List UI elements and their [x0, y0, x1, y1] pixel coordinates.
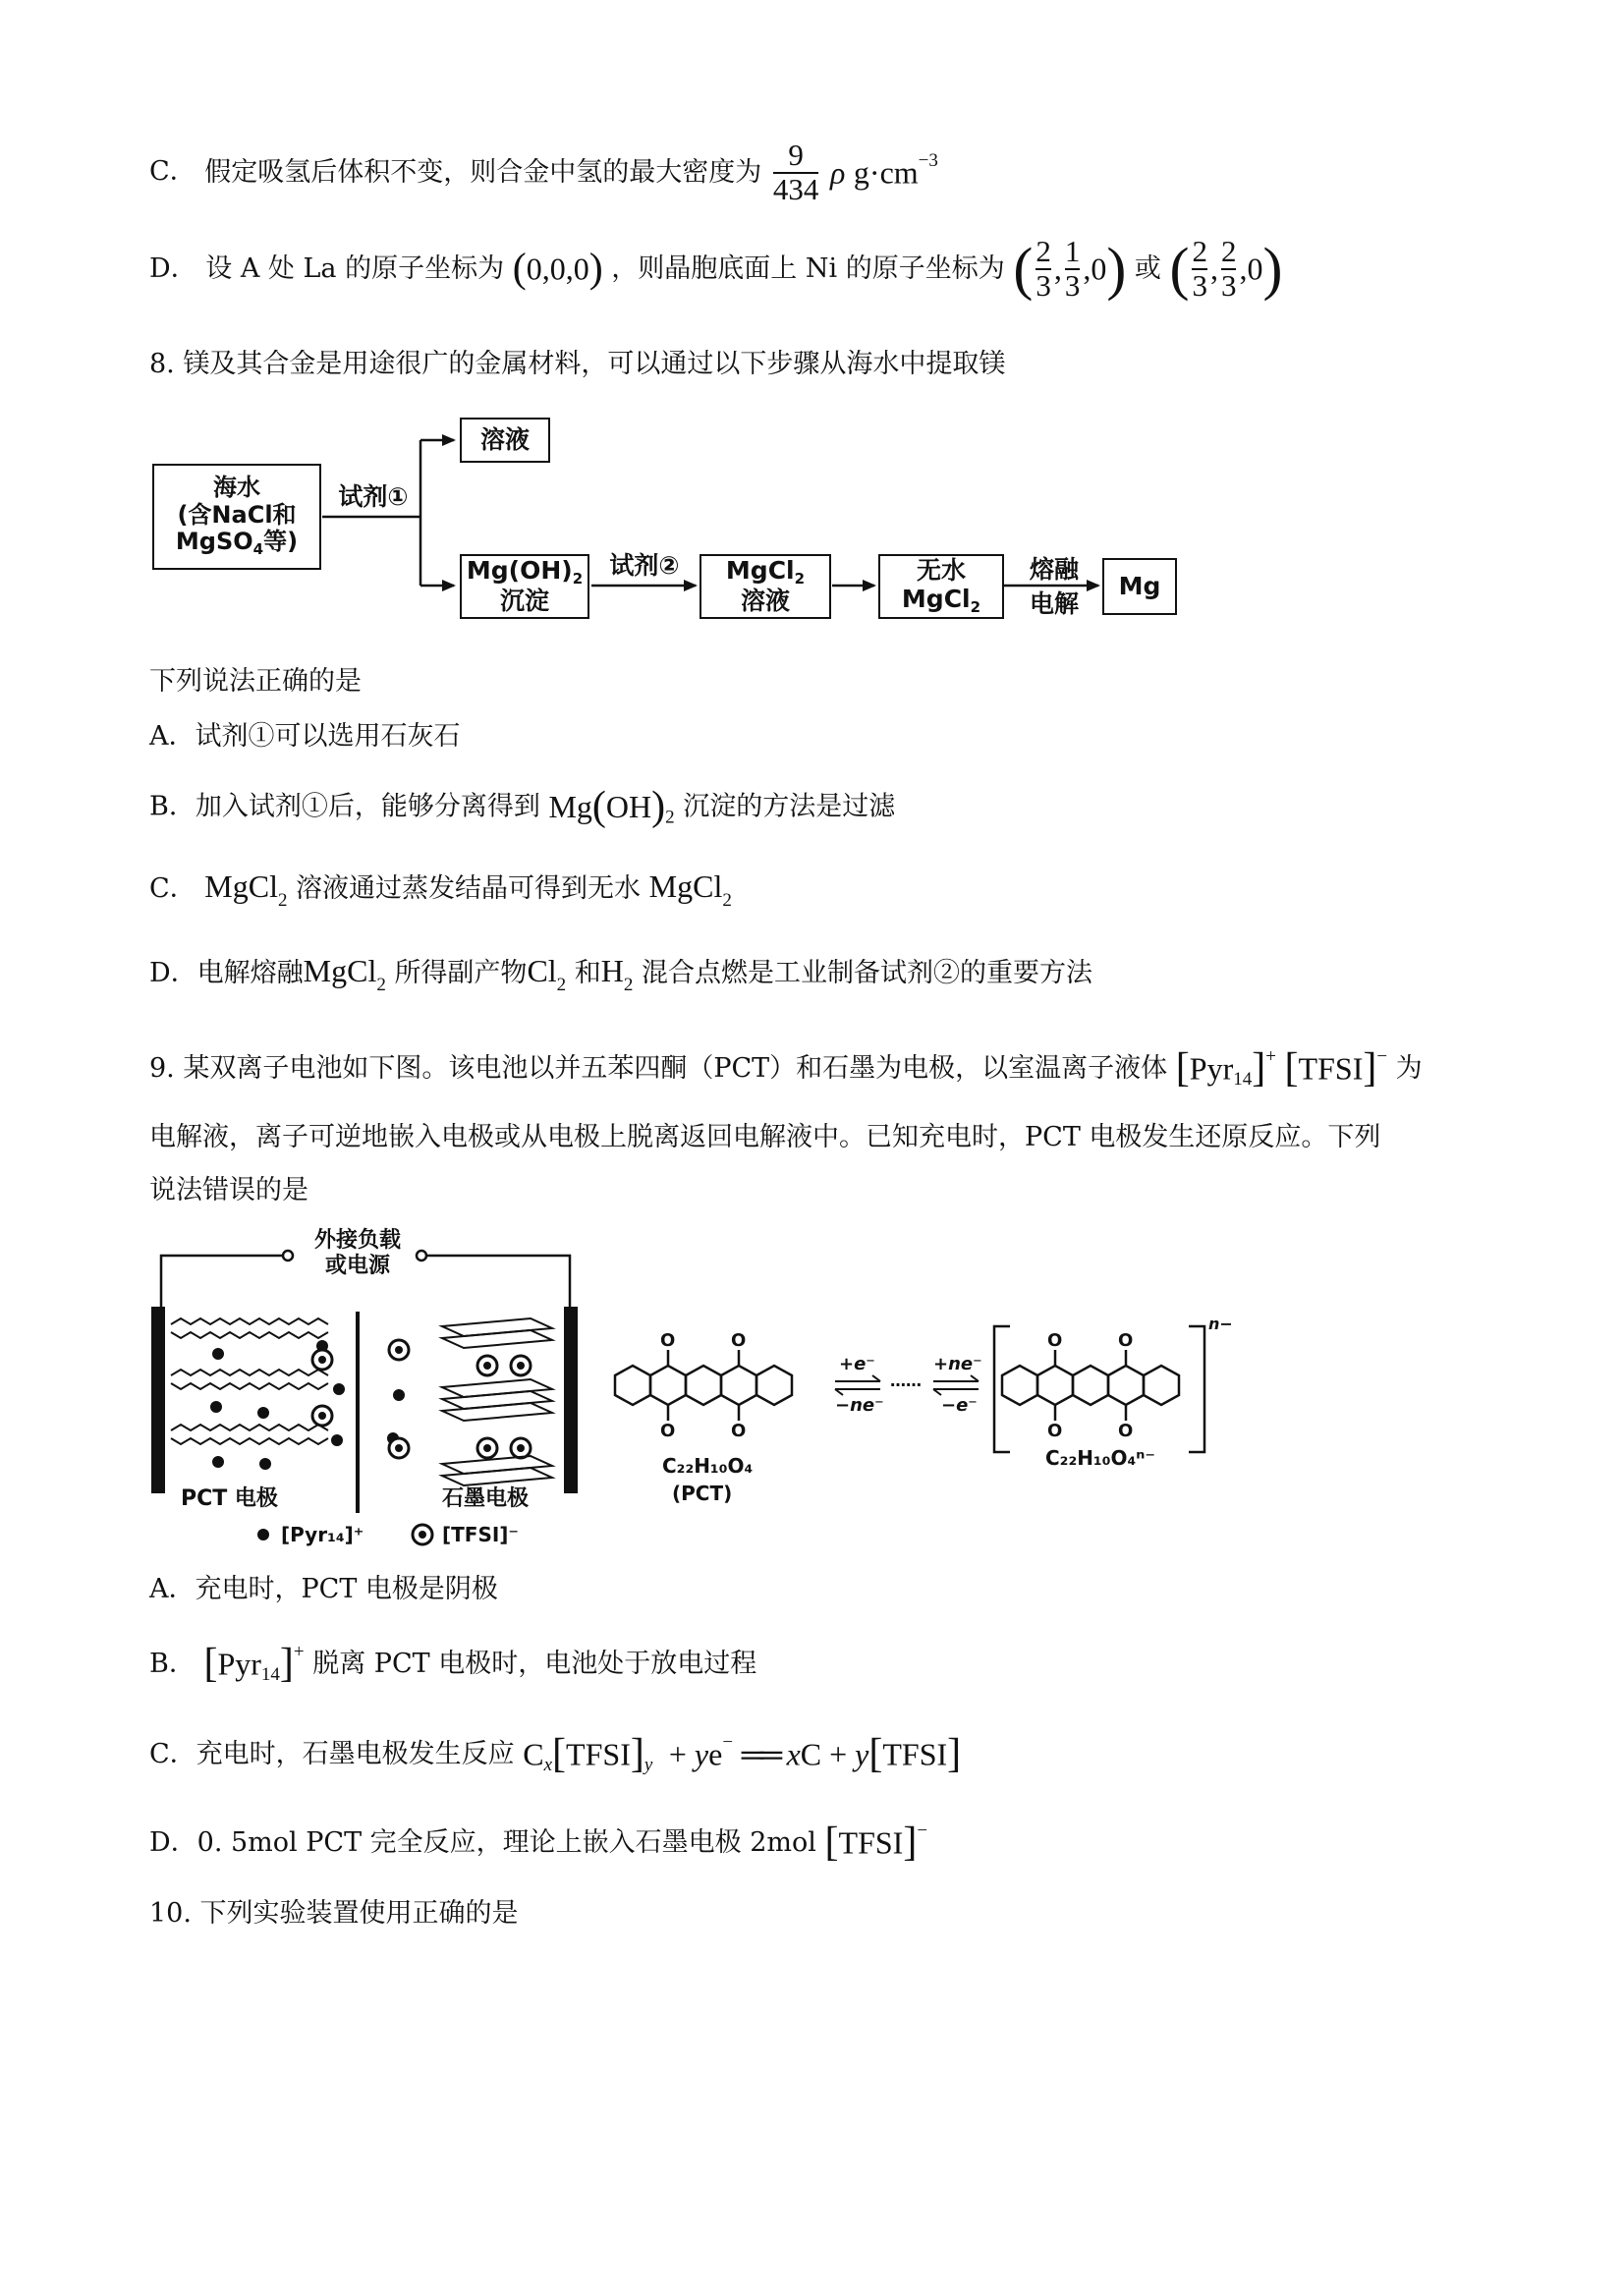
coordinate-z: 0 [1091, 251, 1107, 287]
option-label: A． [149, 1574, 196, 1604]
comma: , [1053, 251, 1062, 287]
option-text: 电解熔融 [196, 958, 304, 988]
formula: C [800, 1736, 822, 1772]
fraction [1192, 236, 1207, 302]
numerator: 9 [788, 138, 804, 172]
formula: Cl [527, 953, 557, 988]
seawater-box [152, 464, 321, 570]
option-text: 假定吸氢后体积不变，则合金中氢的最大密度为 [204, 157, 762, 189]
subscript: y [644, 1755, 653, 1775]
q9-option-b [149, 1643, 756, 1685]
plus: + [660, 1736, 695, 1772]
formula: MgCl [303, 953, 377, 988]
box-label: (含NaCl和 [177, 500, 297, 529]
charge: − [722, 1732, 734, 1753]
option-label: C． [149, 156, 196, 188]
paren-open: ( [1169, 236, 1190, 302]
option-text: ，则晶胞底面上 Ni 的原子坐标为 [611, 253, 1005, 285]
pct-formula: C₂₂H₁₀O₄ [662, 1454, 754, 1478]
box-label: 无水 [916, 556, 966, 585]
bracket-open: [ [203, 1641, 218, 1687]
coefficient: y [694, 1736, 709, 1772]
paren-close: ) [1262, 236, 1283, 302]
dots: …… [890, 1372, 922, 1390]
equals: ══ [741, 1736, 778, 1772]
box-label: 溶液 [740, 587, 790, 616]
formula: MgCl [648, 868, 723, 904]
q10-stem: 10. 下列实验装置使用正确的是 [149, 1898, 519, 1929]
numerator: 2 [1220, 234, 1237, 268]
plus: + [821, 1736, 856, 1772]
fraction [1035, 236, 1051, 302]
melt-label-bottom: 电解 [1029, 588, 1079, 618]
oxygen-label: O [660, 1421, 676, 1441]
option-label: A． [149, 721, 196, 752]
bracket-close: ] [630, 1731, 644, 1777]
option-label: D． [149, 958, 197, 988]
formula: MgCl [204, 868, 278, 904]
arrow2-top: +ne⁻ [933, 1354, 982, 1374]
bracket-close: ] [1252, 1045, 1266, 1092]
denominator: 3 [1035, 267, 1051, 303]
numerator: 2 [1035, 234, 1051, 268]
formula: TFSI [882, 1736, 948, 1772]
q8-stem: 8. 镁及其合金是用途很广的金属材料，可以通过以下步骤从海水中提取镁 [149, 349, 1006, 379]
load-label [299, 1228, 417, 1280]
formula: TFSI [1298, 1050, 1364, 1087]
q8-prompt: 下列说法正确的是 [149, 666, 362, 697]
oxygen-label: O [1047, 1330, 1063, 1351]
q9-figure [147, 1228, 1238, 1552]
denominator: 3 [1064, 267, 1081, 303]
legend-pyr14: [Pyr₁₄]⁺ [281, 1523, 364, 1546]
stem-text: 9. 某双离子电池如下图。该电池以并五苯四酮（PCT）和石墨为电极，以室温离子液体 [149, 1053, 1168, 1084]
comma: , [1239, 251, 1248, 287]
option-label: C． [149, 873, 196, 904]
numerator: 1 [1064, 234, 1081, 268]
paren-close: ) [1106, 236, 1127, 302]
arrow1-top: +e⁻ [839, 1354, 875, 1374]
subscript: 2 [665, 807, 675, 828]
option-label: C． [149, 1739, 196, 1769]
formula: Pyr [1189, 1050, 1234, 1087]
paren-close: ) [651, 784, 666, 829]
unit: g·cm [853, 154, 919, 191]
fraction [1065, 236, 1081, 302]
subscript: 2 [623, 975, 634, 995]
q9-stem-line3: 说法错误的是 [149, 1175, 308, 1205]
box-label: Mg [1118, 571, 1161, 600]
option-text: 加入试剂①后，能够分离得到 [195, 791, 540, 822]
formula: H [600, 953, 624, 988]
bracket-close: ] [903, 1820, 918, 1866]
option-label: B． [149, 791, 196, 822]
pct-name: (PCT) [672, 1482, 733, 1505]
charge: + [293, 1642, 305, 1662]
option-label: B． [149, 1649, 196, 1679]
box-label: 溶液 [479, 424, 530, 454]
unit-exponent: −3 [918, 150, 938, 172]
comma: , [1209, 251, 1218, 287]
charge: − [917, 1820, 928, 1841]
subscript: 2 [376, 975, 386, 995]
bracket-open: [ [868, 1731, 883, 1777]
mg-box [1102, 558, 1177, 615]
mgcl2-solution-box [700, 554, 831, 619]
option-text: 0. 5mol PCT 完全反应，理论上嵌入石墨电极 2mol [196, 1827, 816, 1858]
q7-option-d [149, 236, 1282, 302]
box-label: $Mg(OH)_2$ [466, 556, 584, 588]
rho-symbol: ρ [829, 154, 846, 191]
formula: Mg [548, 789, 592, 824]
comma: , [1083, 251, 1091, 287]
fraction [773, 140, 819, 205]
paren-close: ) [588, 246, 603, 292]
q8-option-c [149, 870, 732, 910]
solution-box [460, 418, 550, 463]
option-text: 和 [574, 958, 601, 988]
arrow2-bottom: −e⁻ [941, 1395, 978, 1416]
reagent1-label: 试剂① [338, 482, 409, 511]
formula: C [523, 1736, 544, 1772]
option-text: 设 A 处 La 的原子坐标为 [205, 253, 505, 285]
box-label: MgSO$_4$等) [175, 528, 299, 559]
q7-option-c [149, 140, 938, 205]
charge: + [1265, 1046, 1276, 1067]
box-label: 沉淀 [499, 587, 549, 616]
option-text: 充电时，石墨电极发生反应 [196, 1739, 515, 1769]
bracket-open: [ [552, 1731, 567, 1777]
bracket-open: [ [1284, 1045, 1299, 1092]
subscript: 2 [556, 975, 567, 995]
q9-stem-line1 [149, 1047, 1423, 1090]
formula: TFSI [566, 1736, 631, 1772]
q8-flow-diagram [147, 413, 1189, 629]
coordinate-z: 0 [1247, 251, 1263, 287]
q9-option-a [149, 1576, 498, 1602]
subscript: 14 [260, 1664, 280, 1685]
mgoh2-box [460, 554, 589, 619]
formula: TFSI [838, 1824, 904, 1861]
subscript: 14 [1233, 1069, 1253, 1090]
oxygen-label: O [731, 1421, 747, 1441]
formula: OH [605, 789, 652, 824]
reagent2-label: 试剂② [609, 551, 680, 580]
graphite-electrode-label: 石墨电极 [442, 1486, 530, 1511]
paren-open: ( [591, 784, 606, 829]
option-text: 溶液通过蒸发结晶可得到无水 [296, 873, 642, 904]
box-label: MgCl$_2$ [725, 556, 806, 588]
q8-option-a [149, 723, 461, 750]
charge: − [1376, 1046, 1388, 1067]
numerator: 2 [1192, 234, 1207, 268]
option-text: 所得副产物 [394, 958, 528, 988]
subscript: x [543, 1755, 553, 1775]
reduced-formula: C₂₂H₁₀O₄ⁿ⁻ [1045, 1446, 1155, 1470]
bracket-close: ] [279, 1641, 294, 1687]
paren-open: ( [1013, 236, 1034, 302]
denominator: 434 [772, 171, 819, 206]
oxygen-label: O [1118, 1330, 1134, 1351]
option-text: 沉淀的方法是过滤 [683, 791, 896, 822]
oxygen-label: O [1118, 1421, 1134, 1441]
box-label: MgCl$_2$ [901, 584, 981, 616]
bracket-open: [ [824, 1820, 839, 1866]
subscript: 2 [277, 890, 288, 911]
melt-label [1010, 556, 1098, 619]
q8-option-b [149, 786, 895, 827]
paren-open: ( [512, 246, 527, 292]
oxygen-label: O [1047, 1421, 1063, 1441]
denominator: 3 [1192, 267, 1207, 303]
denominator: 3 [1220, 267, 1237, 303]
formula: e [708, 1736, 723, 1772]
charge-n-minus: n− [1208, 1315, 1233, 1333]
arrow1-bottom: −ne⁻ [835, 1395, 884, 1416]
q9-option-d [149, 1821, 927, 1864]
coefficient: y [855, 1736, 869, 1772]
box-label: 海水 [213, 474, 260, 502]
load-label-line2: 或电源 [324, 1254, 390, 1279]
load-label-line1: 外接负载 [313, 1228, 401, 1253]
option-text: 脱离 PCT 电极时，电池处于放电过程 [312, 1649, 757, 1679]
fraction [1221, 236, 1237, 302]
option-text: 试剂①可以选用石灰石 [195, 721, 461, 752]
stem-text: 为 [1395, 1053, 1423, 1084]
option-text: 混合点燃是工业制备试剂②的重要方法 [641, 958, 1092, 988]
q8-option-d [149, 955, 1092, 994]
legend-tfsi: [TFSI]⁻ [442, 1523, 519, 1546]
q9-stem-line2: 电解液，离子可逆地嵌入电极或从电极上脱离返回电解液中。已知充电时，PCT 电极发生还原反应。下列 [149, 1122, 1381, 1152]
oxygen-label: O [660, 1330, 676, 1351]
bracket-close: ] [1363, 1045, 1377, 1092]
option-label: D． [149, 253, 197, 285]
bracket-close: ] [947, 1731, 962, 1777]
option-label: D． [149, 1827, 197, 1858]
melt-label-top: 熔融 [1029, 555, 1079, 584]
anhydrous-mgcl2-box [878, 554, 1004, 619]
oxygen-label: O [731, 1330, 747, 1351]
coefficient: x [786, 1736, 801, 1772]
or-text: 或 [1134, 253, 1161, 285]
option-text: 充电时，PCT 电极是阴极 [195, 1574, 498, 1604]
pct-electrode-label: PCT 电极 [181, 1486, 278, 1511]
bracket-open: [ [1175, 1045, 1190, 1092]
formula: Pyr [217, 1646, 261, 1682]
subscript: 2 [722, 890, 732, 911]
q9-option-c [149, 1733, 961, 1775]
coordinate: 0,0,0 [526, 251, 589, 287]
